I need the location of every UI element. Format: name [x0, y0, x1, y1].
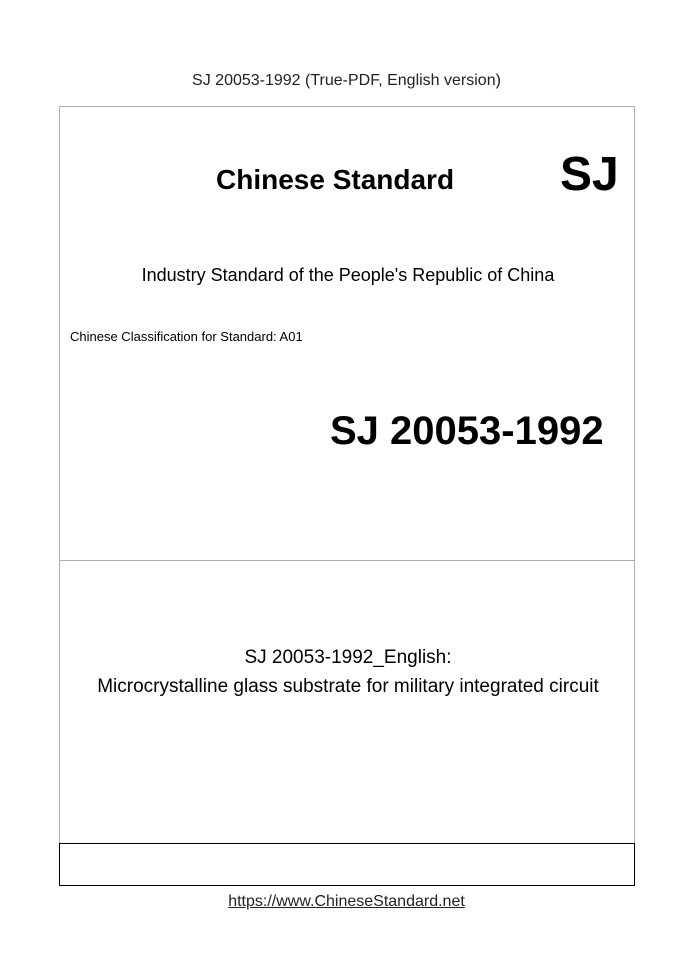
- cover-title-box: [59, 560, 635, 844]
- cover-frame: [59, 106, 635, 886]
- document-title-line-2: Microcrystalline glass substrate for military integrated circuit: [97, 676, 599, 697]
- document-title-line-1: SJ 20053-1992_English:: [244, 647, 452, 668]
- cover-bottom-box: [59, 843, 635, 886]
- standard-code-mark: SJ: [560, 148, 619, 201]
- website-link[interactable]: https://www.ChineseStandard.net: [228, 893, 465, 910]
- standard-title: Chinese Standard: [216, 164, 455, 195]
- standard-number: SJ 20053-1992: [330, 409, 604, 453]
- classification-line: Chinese Classification for Standard: A01: [70, 329, 303, 344]
- industry-standard-line: Industry Standard of the People's Republic of China: [141, 265, 555, 285]
- cover-top-box: [59, 106, 635, 561]
- page-header: SJ 20053-1992 (True-PDF, English version): [192, 72, 501, 89]
